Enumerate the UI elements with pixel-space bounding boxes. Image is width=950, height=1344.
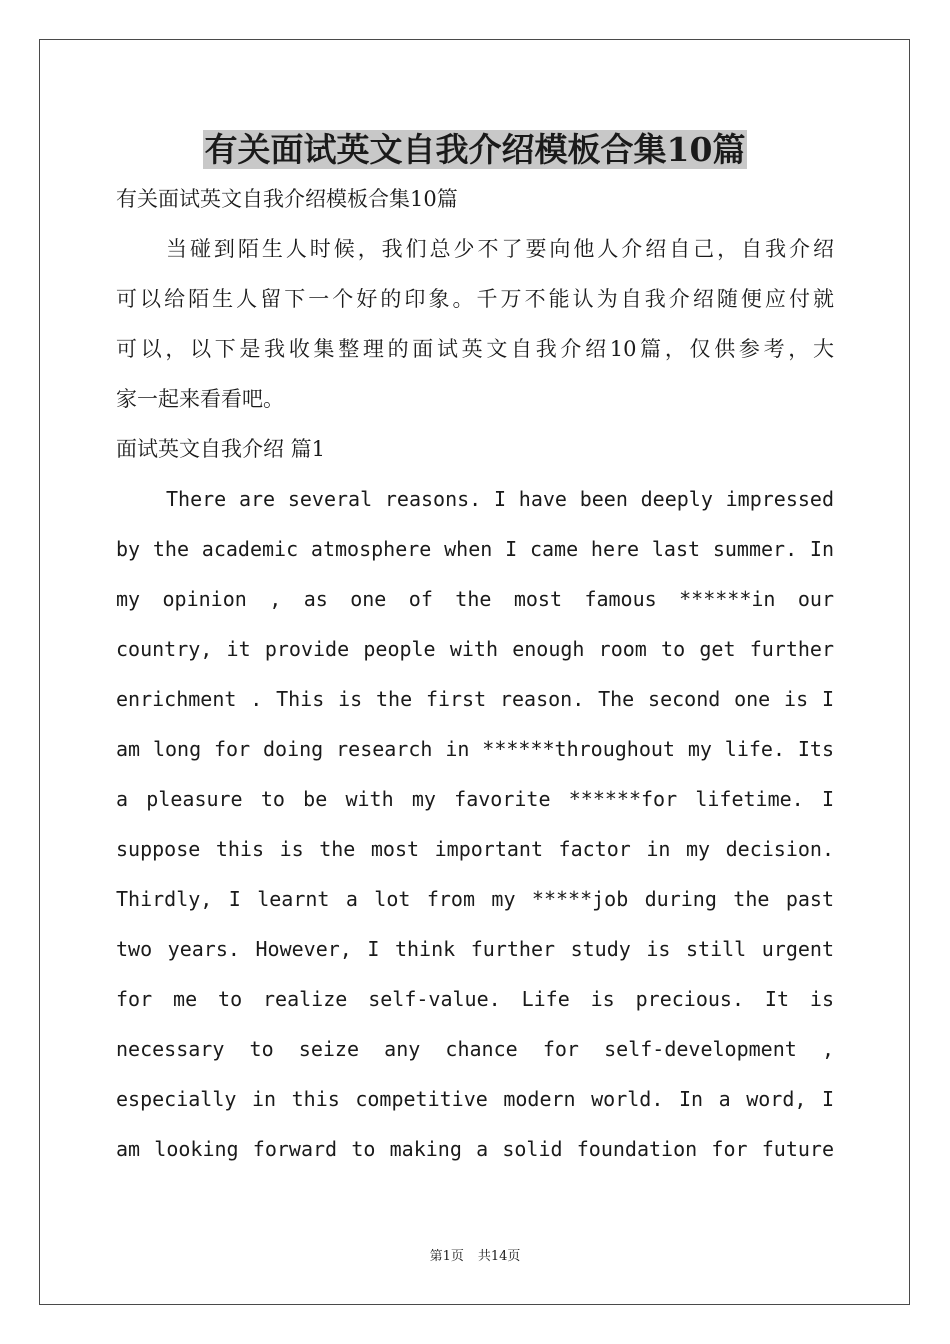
intro-line: 可以给陌生人留下一个好的印象。千万不能认为自我介绍随便应付就 bbox=[116, 287, 834, 311]
intro-line: 可以，以下是我收集整理的面试英文自我介绍10篇，仅供参考，大 bbox=[116, 337, 834, 361]
body-line: suppose this is the most important factor in my decision. bbox=[116, 837, 834, 861]
subtitle: 有关面试英文自我介绍模板合集10篇 bbox=[116, 187, 458, 211]
body-line: my opinion , as one of the most famous ******in our bbox=[116, 587, 834, 611]
body-line: am long for doing research in ******throughout my life. Its bbox=[116, 737, 834, 761]
body-line: two years. However, I think further study is still urgent bbox=[116, 937, 834, 961]
page-number: 第1页 bbox=[429, 1249, 464, 1264]
page-border bbox=[39, 39, 910, 1305]
page-footer bbox=[0, 1248, 950, 1266]
body-line: for me to realize self-value. Life is precious. It is bbox=[116, 987, 834, 1011]
body-line: by the academic atmosphere when I came here last summer. In bbox=[116, 537, 834, 561]
body-line: especially in this competitive modern world. In a word, I bbox=[116, 1087, 834, 1111]
body-line: a pleasure to be with my favorite ******for lifetime. I bbox=[116, 787, 834, 811]
title-text: 有关面试英文自我介绍模板合集10篇 bbox=[204, 130, 746, 169]
page-total: 共14页 bbox=[477, 1249, 521, 1264]
body-line: country, it provide people with enough room to get further bbox=[116, 637, 834, 661]
body-line: Thirdly, I learnt a lot from my *****job during the past bbox=[116, 887, 834, 911]
body-line: necessary to seize any chance for self-development , bbox=[116, 1037, 834, 1061]
document-title bbox=[0, 128, 950, 172]
body-line: There are several reasons. I have been deeply impressed bbox=[166, 487, 834, 511]
body-line: am looking forward to making a solid foundation for future bbox=[116, 1137, 834, 1161]
body-line: enrichment . This is the first reason. The second one is I bbox=[116, 687, 834, 711]
section-heading: 面试英文自我介绍 篇1 bbox=[116, 437, 326, 461]
intro-line: 当碰到陌生人时候，我们总少不了要向他人介绍自己，自我介绍 bbox=[166, 237, 834, 261]
intro-line: 家一起来看看吧。 bbox=[116, 387, 284, 411]
